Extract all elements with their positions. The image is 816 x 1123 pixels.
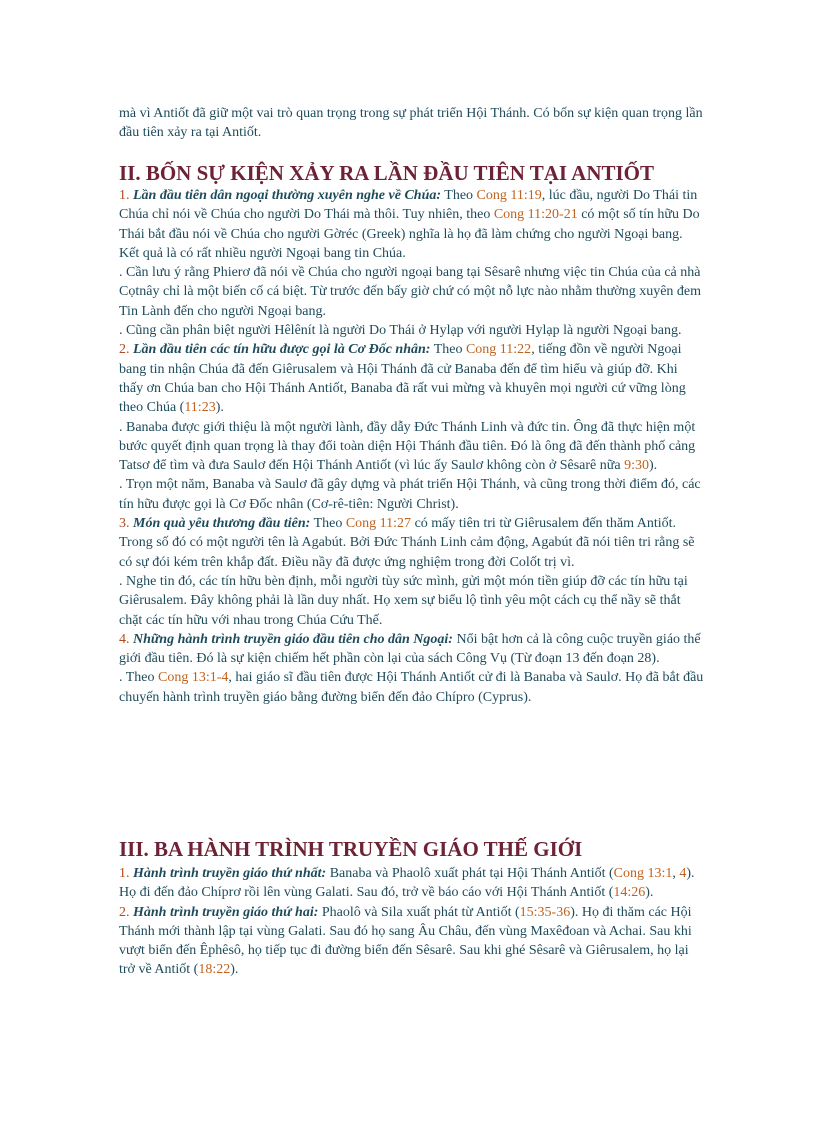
verse-reference[interactable]: Cong 11:22: [465, 342, 532, 358]
verse-reference[interactable]: Cong 11:19: [476, 188, 542, 203]
event-1-text: có một số tín hữu Do Thái bắt đầu nói về Chúa cho người Gờréc (Greek) nghĩa là họ đã làm chứng cho người Ngoại bang. Kết quả là có rất nhiều người Ngoại bang tin Chúa.: [119, 207, 700, 261]
event-4-note: [119, 668, 705, 707]
event-4-lead: Những hành trình truyền giáo đầu tiên cho dân Ngoại:: [133, 631, 453, 647]
event-2-text: , tiếng đồn về người Ngoại bang tin nhận Chúa đã đến Giêrusalem và Hội Thánh đã cử Banaba đến để tìm hiểu và giúp đỡ. Khi thấy ơn Chúa ban cho Hội Thánh Antiốt, Banaba đã rất vui mừng và khuyên mọi người cứ vững lòng theo Chúa (: [119, 342, 686, 416]
event-1-note: . Cũng cần phân biệt người Hêlênít là người Do Thái ở Hylạp với người Hylạp là người Ngoại bang.: [119, 323, 682, 339]
section-2-body: [119, 186, 705, 707]
section-2-heading: II. BỐN SỰ KIỆN XẢY RA LẦN ĐẦU TIÊN TẠI ANTIỐT: [119, 161, 655, 185]
event-4-note-text: , hai giáo sĩ đầu tiên được Hội Thánh Antiốt cử đi là Banaba và Saulơ. Họ đã bắt đầu chuyến hành trình truyền giáo bằng đường biển đến đảo Chípro (Cyprus).: [119, 670, 704, 705]
event-3-text: có mấy tiên tri từ Giêrusalem đến thăm Antiốt. Trong số đó có một người tên là Agabút. Bởi Đức Thánh Linh cảm động, Agabút đã nói tiên tri rằng sẽ có sự đói kém trên khắp đất. Điều nầy đã được ứng nghiệm trong đời Colốt trị vì.: [119, 516, 695, 570]
verse-reference[interactable]: Cong 13:1: [613, 866, 673, 881]
intro-paragraph: [119, 104, 705, 143]
journey-1-text: Banaba và Phaolô xuất phát tại Hội Thánh Antiốt (: [326, 866, 614, 881]
journey-2-paragraph: [119, 903, 705, 980]
section-3-heading: III. BA HÀNH TRÌNH TRUYỀN GIÁO THẾ GIỚI: [119, 837, 583, 861]
verse-reference[interactable]: 11:23: [184, 400, 216, 416]
journey-2-number: 2.: [119, 904, 130, 920]
event-4-number: 4.: [119, 631, 130, 647]
journey-1-paragraph: [119, 864, 705, 903]
journey-1-number: 1.: [119, 866, 130, 881]
event-3-number: 3.: [119, 516, 130, 532]
event-2-number: 2.: [119, 342, 130, 358]
event-2-note: . Trọn một năm, Banaba và Saulơ đã gây dựng và phát triển Hội Thánh, và cũng trong thời điểm đó, các tín hữu được gọi là Cơ Đốc nhân (Cơ-rê-tiên: Người Christ).: [119, 477, 701, 512]
event-2-paragraph: [119, 340, 705, 417]
intro-text: mà vì Antiốt đã giữ một vai trò quan trọng trong sự phát triển Hội Thánh. Có bốn sự kiện quan trọng lần đầu tiên xảy ra tại Antiốt.: [119, 106, 703, 141]
verse-reference[interactable]: 15:35-36: [519, 904, 571, 920]
event-1-paragraph: [119, 186, 705, 263]
event-3-lead: Món quà yêu thương đầu tiên:: [133, 516, 311, 532]
verse-reference[interactable]: 4: [679, 866, 687, 881]
section-3-body: [119, 864, 705, 980]
verse-reference[interactable]: 14:26: [613, 885, 646, 901]
event-3-paragraph: [119, 514, 705, 572]
event-1-number: 1.: [119, 188, 130, 203]
event-1-lead: Lần đầu tiên dân ngoại thường xuyên nghe về Chúa:: [133, 188, 442, 203]
verse-reference[interactable]: Cong 13:1-4: [158, 670, 229, 686]
journey-1-text: ). Họ đi đến đảo Chíprơ rồi lên vùng Galati. Sau đó, trở về báo cáo với Hội Thánh Antiốt (: [119, 866, 695, 901]
event-3-note: . Nghe tin đó, các tín hữu bèn định, mỗi người tùy sức mình, gửi một món tiền giúp đỡ các tín hữu tại Giêrusalem. Đây không phải là lần duy nhất. Họ xem sự biểu lộ tình yêu một cách cụ thể nầy sẽ thắt chặt các tín hữu với nhau trong Chúa Cứu Thế.: [119, 573, 688, 628]
verse-reference[interactable]: Cong 11:27: [345, 516, 412, 532]
event-1-text: , lúc đầu, người Do Thái tin Chúa chỉ nói về Chúa cho người Do Thái mà thôi. Tuy nhiên, theo: [119, 188, 698, 223]
event-2-note-text: ).: [648, 458, 658, 474]
event-2-note: [119, 418, 705, 476]
verse-reference[interactable]: 18:22: [198, 962, 231, 978]
journey-2-text: ).: [230, 962, 239, 978]
journey-1-lead: Hành trình truyền giáo thứ nhất:: [133, 866, 327, 881]
event-2-lead: Lần đầu tiên các tín hữu được gọi là Cơ Đốc nhân:: [133, 342, 431, 358]
event-1-text: Theo: [441, 188, 477, 203]
event-2-note-text: . Banaba được giới thiệu là một người lành, đầy dẫy Đức Thánh Linh và đức tin. Ông đã thực hiện một bước quyết định quan trọng là thay đổi toàn diện Hội Thánh đầu tiên. Đó là ông đã đến thành phố cảng Tatsơ để tìm và đưa Saulơ đến Hội Thánh Antiốt (vì lúc ấy Saulơ không còn ở Sêsarê nữa: [119, 419, 696, 474]
journey-2-text: ). Họ đi thăm các Hội Thánh mới thành lập tại vùng Galati. Sau đó họ sang Âu Châu, đến vùng Maxêđoan và Achai. Sau khi vượt biển đến Êphêsô, họ tiếp tục đi đường biển đến Sêsarê. Sau khi ghé Sêsarê và Giêrusalem, họ lại trở về Antiốt (: [119, 904, 692, 978]
journey-2-text: Phaolô và Sila xuất phát từ Antiốt (: [318, 904, 520, 920]
verse-reference[interactable]: Cong 11:20-21: [493, 207, 578, 223]
journey-2-lead: Hành trình truyền giáo thứ hai:: [133, 904, 319, 920]
verse-reference[interactable]: 9:30: [624, 458, 649, 474]
event-2-text: ).: [215, 400, 224, 416]
event-4-paragraph: [119, 630, 705, 669]
journey-1-text: ).: [645, 885, 654, 901]
event-4-text: Nổi bật hơn cả là công cuộc truyền giáo thế giới đầu tiên. Đó là sự kiện chiếm hết phần còn lại của sách Công Vụ (Từ đoạn 13 đến đoạn 28).: [119, 631, 701, 667]
journey-1-text: ,: [672, 866, 680, 881]
event-3-text: Theo: [310, 516, 346, 532]
event-4-note-text: . Theo: [119, 670, 159, 686]
event-2-text: Theo: [430, 342, 466, 358]
event-1-note: . Cần lưu ý rằng Phierơ đã nói về Chúa cho người ngoại bang tại Sêsarê nhưng việc tin Chúa của cả nhà Cọtnây chỉ là một biến cố cá biệt. Từ trước đến bấy giờ chứ có một nỗ lực nào nhằm thường xuyên đem Tin Lành đến cho người Ngoại bang.: [119, 265, 702, 319]
